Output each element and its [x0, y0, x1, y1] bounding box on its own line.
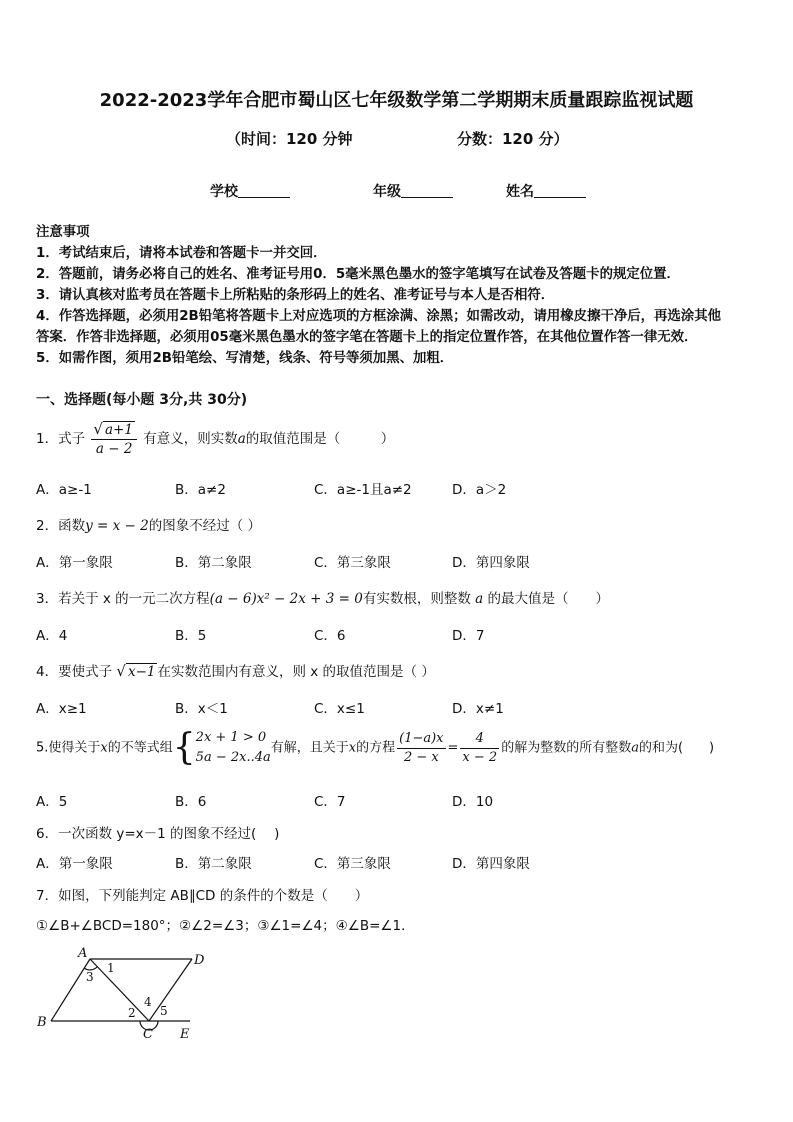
label-b: B — [37, 1015, 47, 1030]
q5-stem: 5.使得关于 — [36, 740, 101, 756]
q5-lhs-fraction — [397, 730, 445, 767]
name-label: 姓名 — [506, 184, 534, 200]
note-item: 3．请认真核对监考员在答题卡上所粘贴的条形码上的姓名、准考证号与本人是否相符． — [36, 288, 555, 303]
name-field — [506, 181, 586, 201]
school-label: 学校 — [210, 184, 238, 200]
label-angle-4: 4 — [144, 995, 152, 1009]
q3-stem: 3．若关于 x 的一元二次方程 — [36, 591, 210, 607]
q5-var-x2: x — [348, 740, 357, 756]
q1-option-c[interactable]: C．a≥-1且a≠2 — [314, 482, 412, 498]
school-blank — [238, 183, 290, 198]
q1-fraction: $\frac{√ a+1}{a - 2}$ — [91, 420, 137, 458]
q5-brace: { — [172, 727, 196, 768]
note-item: 4．作答选择题，必须用2B铅笔将答题卡上对应选项的方框涂满、涂黑；如需改动，请用橡皮擦干净后，再选涂其他 — [36, 309, 721, 324]
q5-lhs-den: 2 − x — [403, 749, 439, 765]
q5-rhs-num: 4 — [460, 730, 499, 749]
note-item: 2．答题前，请务必将自己的姓名、准考证号用0．5毫米黑色墨水的签字笔填写在试卷及答题卡的规定位置． — [36, 267, 680, 282]
q4-option-c[interactable]: C．x≤1 — [314, 701, 365, 717]
name-blank — [534, 183, 586, 198]
q2-option-c[interactable]: C．第三象限 — [314, 555, 391, 571]
notes-block — [36, 222, 760, 369]
q1-text: 有意义，则实数 — [143, 431, 238, 447]
q3-mid: 有实数根，则整数 — [362, 591, 471, 607]
q1-option-b[interactable]: B．a≠2 — [175, 482, 226, 498]
q4-option-d[interactable]: D．x≠1 — [452, 701, 504, 717]
q2-expr: y = x − 2 — [85, 518, 149, 534]
exam-score: 分数：120 分） — [457, 130, 569, 148]
question-4: 4．要使式子 √ x−1 在实数范围内有意义，则 x 的取值范围是（ ） — [36, 662, 435, 680]
q4-option-a[interactable]: A．x≥1 — [36, 701, 87, 717]
question-3 — [36, 587, 609, 607]
q6-option-c[interactable]: C．第三象限 — [314, 856, 391, 872]
q1-var: a — [237, 431, 246, 447]
q3-option-c[interactable]: C．6 — [314, 628, 346, 644]
q1-stem: 1．式子 — [36, 431, 86, 447]
q5-equals: = — [447, 740, 459, 756]
q5-option-b[interactable]: B．6 — [175, 794, 207, 810]
question-1 — [36, 420, 394, 458]
q4-radicand: x−1 — [127, 664, 156, 680]
q3-option-b[interactable]: B．5 — [175, 628, 207, 644]
q5-option-a[interactable]: A．5 — [36, 794, 68, 810]
grade-blank — [401, 183, 453, 198]
question-5 — [36, 728, 714, 768]
note-item: 1．考试结束后，请将本试卷和答题卡一并交回． — [36, 246, 327, 261]
q3-option-a[interactable]: A．4 — [36, 628, 68, 644]
q3-option-d[interactable]: D．7 — [452, 628, 485, 644]
q5-ineq2: 5a − 2x..4a — [195, 750, 271, 765]
school-field — [210, 181, 290, 201]
q5-rhs-fraction — [460, 730, 499, 767]
q5-mid2: 有解，且关于 — [270, 740, 349, 756]
label-angle-3: 3 — [86, 970, 94, 984]
q5-mid3: 的方程 — [356, 740, 396, 756]
exam-time: （时间：120 分钟 — [226, 130, 353, 148]
section-heading: 一、选择题(每小题 3分,共 30分) — [36, 392, 248, 408]
q3-var: a — [475, 591, 484, 607]
question-6: 6．一次函数 y=x－1 的图象不经过( ) — [36, 826, 280, 842]
q5-mid1: 的不等式组 — [107, 740, 173, 756]
page-title: 2022-2023学年合肥市蜀山区七年级数学第二学期期末质量跟踪监视试题 — [99, 90, 694, 111]
segment-cd — [149, 959, 192, 1021]
q5-mid4: 的解为整数的所有整数 — [501, 740, 632, 756]
question-7: 7．如图，下列能判定 AB∥CD 的条件的个数是（ ） — [36, 888, 369, 904]
segment-ac — [90, 959, 149, 1021]
question-2 — [36, 514, 261, 534]
label-e: E — [180, 1027, 190, 1042]
q5-var-x: x — [100, 740, 108, 756]
q5-ineq1: 2x + 1 > 0 — [195, 730, 267, 745]
q2-option-d[interactable]: D．第四象限 — [452, 555, 530, 571]
label-angle-2: 2 — [128, 1006, 136, 1020]
q5-rhs-den: x − 2 — [462, 749, 498, 765]
q4-tail: 在实数范围内有意义，则 x 的取值范围是（ ） — [157, 664, 435, 680]
notes-heading: 注意事项 — [36, 225, 90, 240]
q7-conditions: ①∠B+∠BCD=180°；②∠2=∠3；③∠1=∠4；④∠B=∠1． — [36, 918, 415, 934]
label-angle-5: 5 — [160, 1004, 168, 1018]
grade-field — [373, 181, 453, 201]
q1-option-d[interactable]: D．a＞2 — [452, 482, 507, 498]
q2-option-a[interactable]: A．第一象限 — [36, 555, 113, 571]
label-angle-1: 1 — [107, 961, 115, 975]
q5-option-d[interactable]: D．10 — [452, 794, 494, 810]
q2-stem: 2．函数 — [36, 518, 86, 534]
q1-numerator: a+1 — [104, 422, 133, 438]
q2-option-b[interactable]: B．第二象限 — [175, 555, 252, 571]
note-item: 5．如需作图，须用2B铅笔绘、写清楚，线条、符号等须加黑、加粗． — [36, 351, 454, 366]
q5-lhs-num: (1−a)x — [397, 730, 445, 749]
q6-option-a[interactable]: A．第一象限 — [36, 856, 113, 872]
q1-option-a[interactable]: A．a≥-1 — [36, 482, 92, 498]
q4-stem: 4．要使式子 — [36, 664, 113, 680]
q5-system — [196, 728, 271, 768]
q6-option-b[interactable]: B．第二象限 — [175, 856, 252, 872]
q6-option-d[interactable]: D．第四象限 — [452, 856, 530, 872]
q4-option-b[interactable]: B．x＜1 — [175, 701, 228, 717]
q3-tail: 的最大值是（ ） — [487, 591, 609, 607]
q1-denominator: a − 2 — [95, 441, 133, 457]
q2-tail: 的图象不经过（ ） — [148, 518, 262, 534]
q1-tail: 的取值范围是（ ） — [245, 431, 395, 447]
label-d: D — [194, 953, 204, 968]
label-c: C — [143, 1027, 153, 1042]
grade-label: 年级 — [373, 184, 401, 200]
q5-var-a: a — [631, 740, 639, 756]
q5-option-c[interactable]: C．7 — [314, 794, 346, 810]
q7-figure — [34, 942, 204, 1042]
q3-expr: (a − 6)x² − 2x + 3 = 0 — [209, 591, 363, 607]
label-a: A — [78, 946, 88, 961]
note-item: 答案．作答非选择题，必须用05毫米黑色墨水的签字笔在答题卡上的指定位置作答，在其他位置作答一律无效． — [36, 330, 698, 345]
q5-tail: 的和为( ) — [638, 740, 715, 756]
